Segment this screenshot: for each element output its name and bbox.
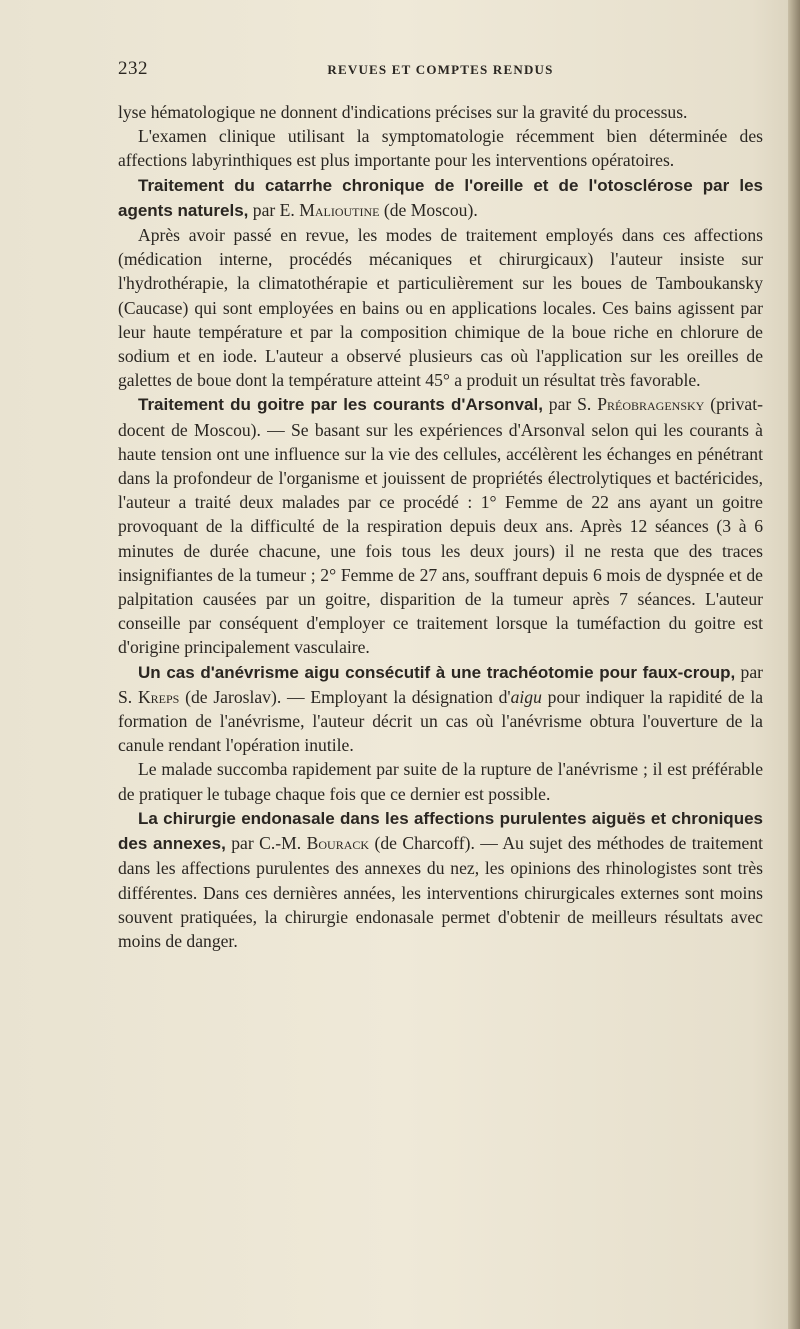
intro-paragraph-2: L'examen clinique utilisant la symptomatologie récemment bien déterminée des affections labyrinthiques est plus importante pour les interventions opératoires.: [118, 126, 763, 171]
article-malioutine: [118, 173, 763, 223]
article-body: Au sujet des méthodes de traitement dans les affections purulentes des annexes du nez, les opinions des rhinologistes sont très différentes. Dans ces dernières années, les interventions chirurgicales externes sont moins souvent pratiquées, la chirurgie endonasale permet d'obtenir de meilleurs résultats avec moins de danger.: [118, 833, 764, 951]
article-title: Traitement du catarrhe chronique de l'oreille et de l'otosclérose par les agents naturels,: [118, 175, 763, 220]
article-kreps: [118, 660, 763, 758]
article-author: Préobragensky: [597, 394, 705, 415]
article-body-start: Employant la désignation d': [310, 686, 511, 707]
article-body-end: pour indiquer la rapidité de la formation de l'anévrisme, l'auteur décrit un cas où l'anévrisme obtura l'ouverture de la canule rendant l'opération inutile.: [118, 686, 764, 756]
article-title: Un cas d'anévrisme aigu consécutif à une trachéotomie pour faux-croup,: [138, 662, 736, 682]
article-author: Kreps: [137, 686, 180, 707]
article-preobragensky: [118, 392, 763, 659]
article-author: Bourack: [306, 833, 370, 854]
article-location: (privat-docent de Moscou). —: [118, 394, 763, 440]
page-header: [118, 58, 763, 88]
page-body: [118, 100, 763, 953]
page-edge: [788, 0, 800, 1329]
article-by: par S.: [118, 661, 763, 707]
article-location: (de Moscou).: [383, 199, 478, 220]
article-title: La chirurgie endonasale dans les affections purulentes aiguës et chroniques des annexes,: [118, 808, 763, 854]
article-body-paragraph-2: Le malade succomba rapidement par suite de la rupture de l'anévrisme ; il est préférable de pratiquer le tubage chaque fois que ce dernier est possible.: [118, 759, 763, 804]
article-body: Après avoir passé en revue, les modes de traitement employés dans ces affections (médication interne, procédés mécaniques et chirurgicaux) l'auteur insiste sur l'hydrothérapie, la climatothérapie et particulièrement sur les boues de Tamboukansky (Caucase) qui sont employées en bains ou en applications locales. Ces bains agissent par leur haute température et par la composition chimique de la boue riche en chlorure de sodium et en iode. L'auteur a observé plusieurs cas où l'application sur les oreilles de galettes de boue dont la température atteint 45° a produit un résultat très favorable.: [118, 225, 763, 391]
article-author: Malioutine: [299, 199, 380, 220]
running-title: REVUES ET COMPTES RENDUS: [327, 62, 554, 77]
intro-paragraph-1: lyse hématologique ne donnent d'indications précises sur la gravité du processus.: [118, 102, 688, 122]
article-by: par E.: [252, 199, 295, 220]
article-bourack: [118, 806, 763, 953]
article-body: Se basant sur les expériences d'Arsonval selon qui les courants à haute tension ont une influence sur la vie des cellules, accélèrent les échanges en pénétrant dans la profondeur de l'organisme et jouissent de propriétés électrolytiques et bactéricides, l'auteur a traité deux malades par ce procédé : 1° Femme de 22 ans ayant un goitre provoquant de la difficulté de la respiration depuis deux ans. Après 12 séances (3 à 6 minutes de durée chacune, une fois tous les deux jours) il ne resta que des traces insignifiantes de la tumeur ; 2° Femme de 27 ans, souffrant depuis 6 mois de dyspnée et de palpitation causées par un goitre, disparition de la tumeur après 7 séances. L'auteur conseille par conséquent d'employer ce traitement lorsque la tuméfaction du goitre est d'origine principalement vasculaire.: [118, 419, 763, 658]
article-body-emphasis: aigu: [510, 686, 542, 707]
article-by: par C.-M.: [231, 833, 302, 854]
page-number: 232: [118, 58, 148, 79]
article-location: (de Charcoff). —: [374, 833, 498, 854]
article-title: Traitement du goitre par les courants d'Arsonval,: [138, 395, 543, 415]
article-by: par S.: [548, 394, 592, 415]
article-location: (de Jaroslav). —: [185, 686, 305, 707]
